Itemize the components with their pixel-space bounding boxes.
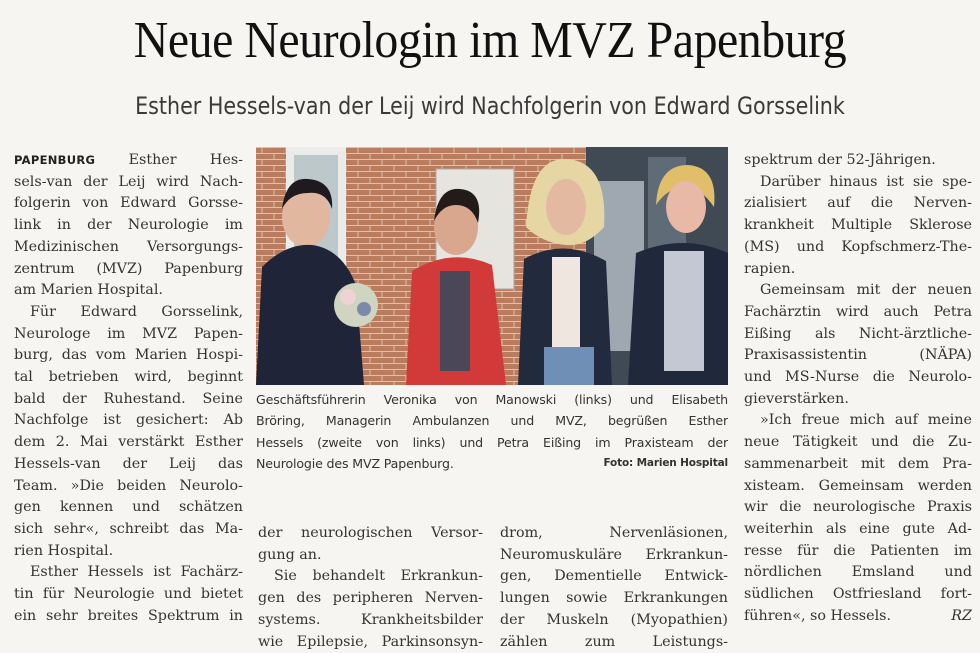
dateline: PAPENBURG [14, 153, 96, 167]
text-line: rapien. [744, 260, 796, 277]
text-line: zentrum (MVZ) Papenburg [14, 260, 243, 277]
article-photo [256, 147, 728, 385]
subheadline: Esther Hessels-van der Leij wird Nachfolgerin von Edward Gorsselink [135, 92, 845, 120]
text-line: gen kennen und schätzen [14, 499, 243, 516]
text-line: am Marien Hospital. [14, 282, 163, 299]
text-line: der Muskeln (Myopathien) [500, 611, 728, 628]
text-line: Eißing als Nicht-ärztliche- [744, 325, 972, 342]
text-line: krankheit Multiple Sklerose [744, 217, 972, 234]
photo-image [256, 147, 728, 385]
text-line: wir die neurologische Praxis [744, 499, 972, 516]
article-column-2 [258, 523, 483, 653]
text-line: dem 2. Mai verstärkt Esther [14, 434, 243, 451]
text-line: Hessels-van der Leij das [14, 455, 243, 472]
text-line: zialisiert auf die Nerven- [744, 195, 972, 212]
text-line: PAPENBURG Esther Hes- [14, 152, 243, 168]
bouquet [334, 283, 378, 327]
text-line: weiterhin als eine gute Ad- [744, 520, 972, 537]
text-line: gieverstärken. [744, 390, 849, 407]
text-line: gung an. [258, 546, 322, 563]
text-line: (MS) und Kopfschmerz-The- [744, 238, 972, 255]
text-line: wie Epilepsie, Parkinsonsyn- [258, 633, 483, 650]
text-line: rien Hospital. [14, 542, 114, 559]
text-line: Nachfolge ist gesichert: Ab [14, 412, 243, 429]
article-column-3 [500, 523, 728, 653]
caption-line: Neurologie des MVZ Papenburg. Foto: Marien Hospital [256, 453, 728, 474]
text-line: Fachärztin wird auch Petra [744, 303, 972, 320]
text-line: Praxisassistentin (NÄPA) [744, 347, 972, 364]
text-line: gen des peripheren Nerven- [258, 590, 483, 607]
text-line: systems. Krankheitsbilder [258, 611, 483, 628]
article-column-1 [14, 150, 243, 627]
text-line: tal betrieben wird, beginnt [14, 369, 243, 386]
text-line: sich sehr«, schreibt das Ma- [14, 520, 243, 537]
text-line: Esther Hessels ist Fachärz- [30, 564, 243, 581]
text-line: burg, das vom Marien Hospi- [14, 347, 243, 364]
author-initials: RZ [951, 607, 972, 624]
text-line: lungen sowie Erkrankungen [500, 590, 728, 607]
text-line: neue Tätigkeit und die Zu- [744, 434, 972, 451]
text-line: folgerin von Edward Gorsse- [14, 195, 243, 212]
text-line: Medizinischen Versorgungs- [14, 238, 243, 255]
caption-line: Hessels (zweite von links) und Petra Eißing im Praxisteam der [256, 434, 728, 450]
caption-line: Bröring, Managerin Ambulanzen und MVZ, begrüßen Esther [256, 413, 728, 429]
text-line: xisteam. Gemeinsam werden [744, 477, 972, 494]
text-line: der neurologischen Versor- [258, 525, 483, 541]
text-line: Team. »Die beiden Neurolo- [14, 477, 243, 494]
text-line: »Ich freue mich auf meine [760, 412, 972, 429]
text-line: führen«, so Hessels. RZ [744, 606, 972, 628]
text-line: Gemeinsam mit der neuen [760, 282, 972, 299]
text-line: sels-van der Leij wird Nach- [14, 173, 243, 190]
text-line: zählen zum Leistungs- [500, 633, 728, 650]
article-column-4 [744, 150, 972, 627]
photo-credit: Foto: Marien Hospital [603, 456, 728, 469]
text-line: und MS-Nurse die Neurolo- [744, 369, 972, 386]
text-line: bald der Ruhestand. Seine [14, 390, 243, 407]
text-line: spektrum der 52-Jährigen. [744, 152, 936, 168]
text-line: gen, Dementielle Entwick- [500, 568, 728, 585]
text-line: ein sehr breites Spektrum in [14, 607, 243, 624]
text-line: nördlichen Emsland und [744, 564, 972, 581]
text-line: Für Edward Gorsselink, [30, 303, 243, 320]
caption-line: Geschäftsführerin Veronika von Manowski (links) und Elisabeth [256, 392, 728, 407]
text-line: Neuromuskuläre Erkrankun- [500, 546, 728, 563]
text-line: südlichen Ostfriesland fort- [744, 586, 972, 603]
text-line: Neurologe im MVZ Papen- [14, 325, 243, 342]
text-line: Sie behandelt Erkrankun- [274, 568, 483, 585]
text-line: link in der Neurologie im [14, 217, 243, 234]
headline: Neue Neurologin im MVZ Papenburg [133, 12, 847, 69]
photo-caption [256, 389, 728, 474]
text-line: sammenarbeit mit dem Pra- [744, 455, 972, 472]
text-line: resse für die Patienten im [744, 542, 972, 559]
text-line: Darüber hinaus ist sie spe- [760, 173, 972, 190]
text-line: drom, Nervenläsionen, [500, 525, 728, 541]
text-line: tin für Neurologie und bietet [14, 586, 243, 603]
